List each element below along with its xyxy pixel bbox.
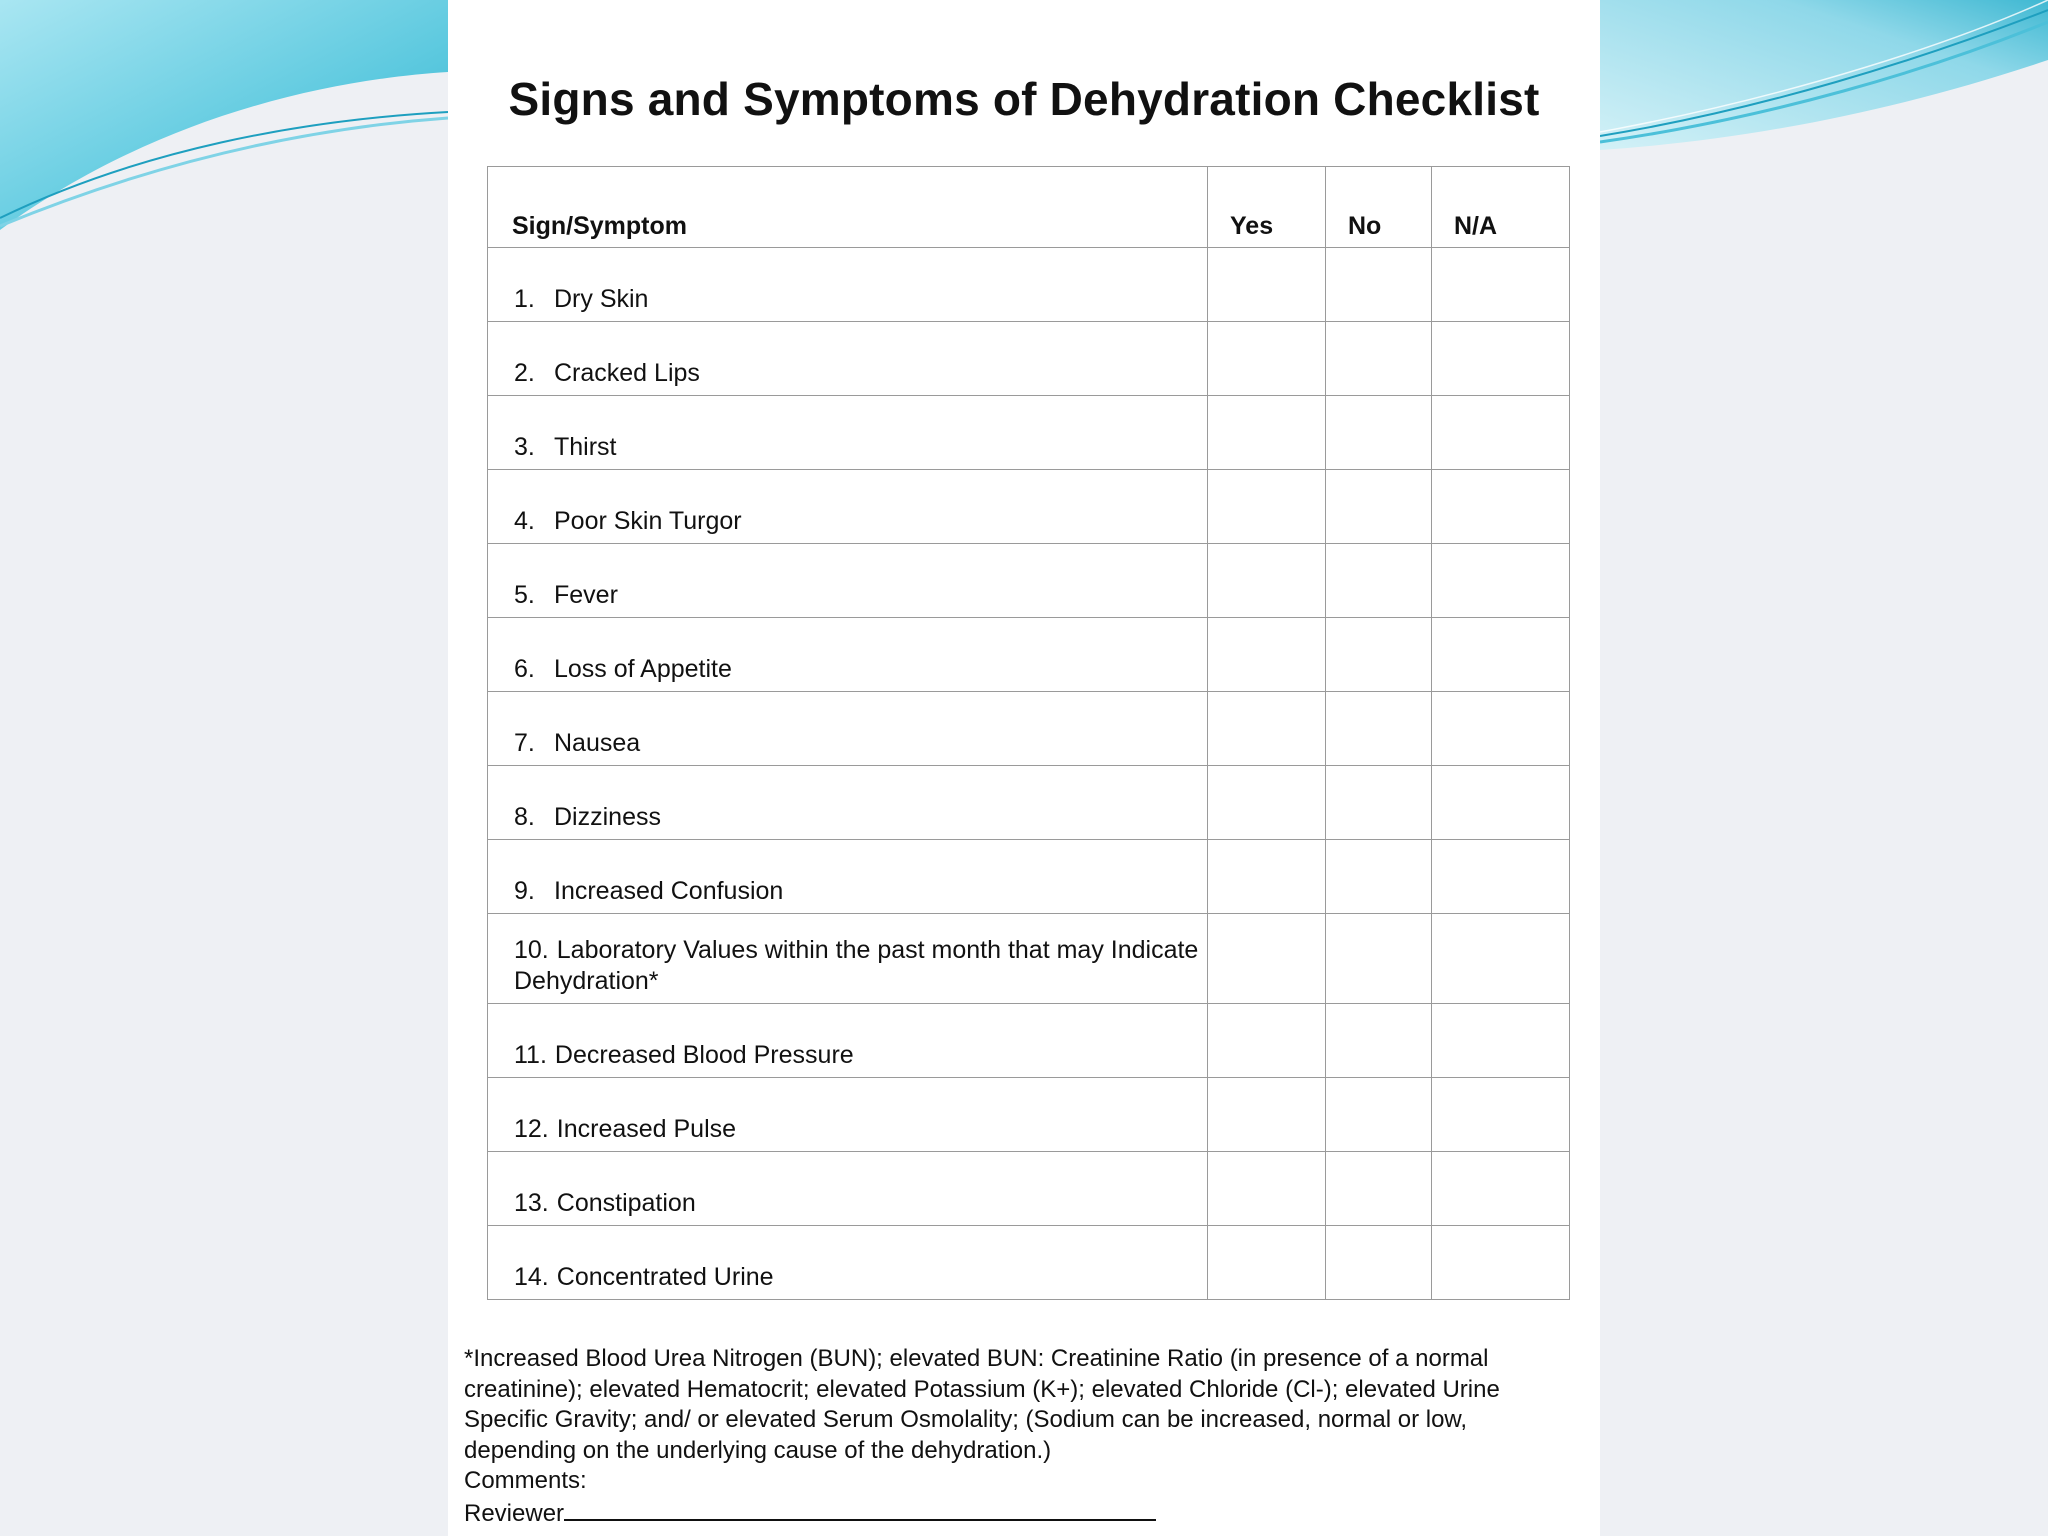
document-page	[448, 0, 1600, 1536]
checkbox-cell-na[interactable]	[1432, 544, 1570, 618]
document-title: Signs and Symptoms of Dehydration Checklist	[508, 73, 1540, 125]
checkbox-cell-no[interactable]	[1326, 840, 1432, 914]
checkbox-cell-na[interactable]	[1432, 1004, 1570, 1078]
checkbox-cell-no[interactable]	[1326, 1152, 1432, 1226]
row-number: 1.	[514, 285, 535, 313]
symptom-label: Decreased Blood Pressure	[554, 1041, 854, 1069]
symptom-label: Laboratory Values within the past month that may Indicate Dehydration*	[514, 936, 1199, 995]
table-row	[488, 248, 1570, 322]
checkbox-cell-yes[interactable]	[1208, 248, 1326, 322]
checkbox-cell-no[interactable]	[1326, 470, 1432, 544]
checkbox-cell-no[interactable]	[1326, 248, 1432, 322]
checkbox-cell-no[interactable]	[1326, 1226, 1432, 1300]
checkbox-cell-no[interactable]	[1326, 544, 1432, 618]
table-row	[488, 692, 1570, 766]
symptom-cell	[488, 544, 1208, 618]
symptom-cell	[488, 396, 1208, 470]
checkbox-cell-na[interactable]	[1432, 1152, 1570, 1226]
symptom-cell	[488, 692, 1208, 766]
table-row	[488, 618, 1570, 692]
header-no: No	[1326, 167, 1432, 248]
row-number: 4.	[514, 507, 535, 535]
table-row	[488, 1078, 1570, 1152]
checkbox-cell-no[interactable]	[1326, 618, 1432, 692]
symptom-label: Nausea	[554, 729, 641, 757]
checkbox-cell-yes[interactable]	[1208, 840, 1326, 914]
symptom-cell	[488, 322, 1208, 396]
symptom-cell	[488, 1226, 1208, 1300]
row-number: 13.	[514, 1189, 549, 1217]
checkbox-cell-na[interactable]	[1432, 840, 1570, 914]
right-wave-decoration	[1600, 0, 2048, 150]
header-na: N/A	[1432, 167, 1570, 248]
symptom-label: Concentrated Urine	[556, 1263, 774, 1291]
table-row	[488, 1226, 1570, 1300]
checkbox-cell-no[interactable]	[1326, 322, 1432, 396]
table-row	[488, 396, 1570, 470]
reviewer-label: Reviewer	[464, 1499, 565, 1527]
symptom-cell	[488, 248, 1208, 322]
checkbox-cell-yes[interactable]	[1208, 470, 1326, 544]
checkbox-cell-yes[interactable]	[1208, 396, 1326, 470]
checkbox-cell-yes[interactable]	[1208, 692, 1326, 766]
symptom-cell	[488, 1004, 1208, 1078]
checkbox-cell-yes[interactable]	[1208, 914, 1326, 1004]
symptom-cell	[488, 618, 1208, 692]
table-row	[488, 322, 1570, 396]
symptom-cell	[488, 1078, 1208, 1152]
row-number: 9.	[514, 877, 535, 905]
table-row	[488, 1004, 1570, 1078]
symptom-cell	[488, 914, 1208, 1004]
dehydration-checklist-table	[487, 166, 1570, 1300]
checkbox-cell-na[interactable]	[1432, 1078, 1570, 1152]
footnote-block	[464, 1344, 1584, 1529]
row-number: 2.	[514, 359, 535, 387]
row-number: 10.	[514, 936, 549, 964]
table-row	[488, 1152, 1570, 1226]
row-number: 7.	[514, 729, 535, 757]
table-row	[488, 914, 1570, 1004]
checkbox-cell-no[interactable]	[1326, 396, 1432, 470]
checkbox-cell-no[interactable]	[1326, 1004, 1432, 1078]
checkbox-cell-na[interactable]	[1432, 692, 1570, 766]
reviewer-row	[464, 1497, 1584, 1530]
symptom-label: Cracked Lips	[554, 359, 700, 387]
checkbox-cell-yes[interactable]	[1208, 322, 1326, 396]
row-number: 5.	[514, 581, 535, 609]
checkbox-cell-yes[interactable]	[1208, 1004, 1326, 1078]
symptom-cell	[488, 766, 1208, 840]
symptom-label: Increased Pulse	[556, 1115, 737, 1143]
table-row	[488, 544, 1570, 618]
symptom-label: Constipation	[556, 1189, 696, 1217]
row-number: 14.	[514, 1263, 549, 1291]
row-number: 12.	[514, 1115, 549, 1143]
checkbox-cell-na[interactable]	[1432, 396, 1570, 470]
symptom-label: Dizziness	[554, 803, 661, 831]
row-number: 11.	[514, 1041, 547, 1069]
row-number: 3.	[514, 433, 535, 461]
checkbox-cell-na[interactable]	[1432, 618, 1570, 692]
symptom-label: Loss of Appetite	[554, 655, 732, 683]
checkbox-cell-yes[interactable]	[1208, 544, 1326, 618]
checkbox-cell-na[interactable]	[1432, 322, 1570, 396]
checkbox-cell-na[interactable]	[1432, 914, 1570, 1004]
checkbox-cell-yes[interactable]	[1208, 1078, 1326, 1152]
table-row	[488, 840, 1570, 914]
row-number: 8.	[514, 803, 535, 831]
left-wave-decoration	[0, 0, 448, 230]
checkbox-cell-no[interactable]	[1326, 766, 1432, 840]
symptom-label: Dry Skin	[554, 285, 649, 313]
row-number: 6.	[514, 655, 535, 683]
symptom-label: Poor Skin Turgor	[554, 507, 742, 535]
checkbox-cell-no[interactable]	[1326, 914, 1432, 1004]
checkbox-cell-yes[interactable]	[1208, 1152, 1326, 1226]
checkbox-cell-no[interactable]	[1326, 1078, 1432, 1152]
header-sign-symptom: Sign/Symptom	[488, 167, 1208, 248]
checkbox-cell-yes[interactable]	[1208, 618, 1326, 692]
table-row	[488, 766, 1570, 840]
header-yes: Yes	[1208, 167, 1326, 248]
symptom-cell	[488, 1152, 1208, 1226]
checkbox-cell-yes[interactable]	[1208, 1226, 1326, 1300]
symptom-label: Increased Confusion	[554, 877, 784, 905]
checkbox-cell-na[interactable]	[1432, 1226, 1570, 1300]
checkbox-cell-na[interactable]	[1432, 766, 1570, 840]
symptom-label: Thirst	[554, 433, 617, 461]
lab-values-footnote: *Increased Blood Urea Nitrogen (BUN); elevated BUN: Creatinine Ratio (in presence of a normal creatinine); elevated Hematocrit; elevated Potassium (K+); elevated Chloride (Cl-); elevated Urine Specific Gravity; and/ or elevated Serum Osmolality; (Sodium can be increased, normal or low, depending on the underlying cause of the dehydration.)	[464, 1345, 1500, 1464]
checkbox-cell-yes[interactable]	[1208, 766, 1326, 840]
checkbox-cell-na[interactable]	[1432, 470, 1570, 544]
reviewer-signature-line[interactable]	[564, 1497, 1156, 1521]
symptom-label: Fever	[554, 581, 618, 609]
symptom-cell	[488, 470, 1208, 544]
checkbox-cell-na[interactable]	[1432, 248, 1570, 322]
symptom-cell	[488, 840, 1208, 914]
table-row	[488, 470, 1570, 544]
table-header-row	[488, 167, 1570, 248]
comments-label: Comments:	[464, 1467, 587, 1494]
checkbox-cell-no[interactable]	[1326, 692, 1432, 766]
